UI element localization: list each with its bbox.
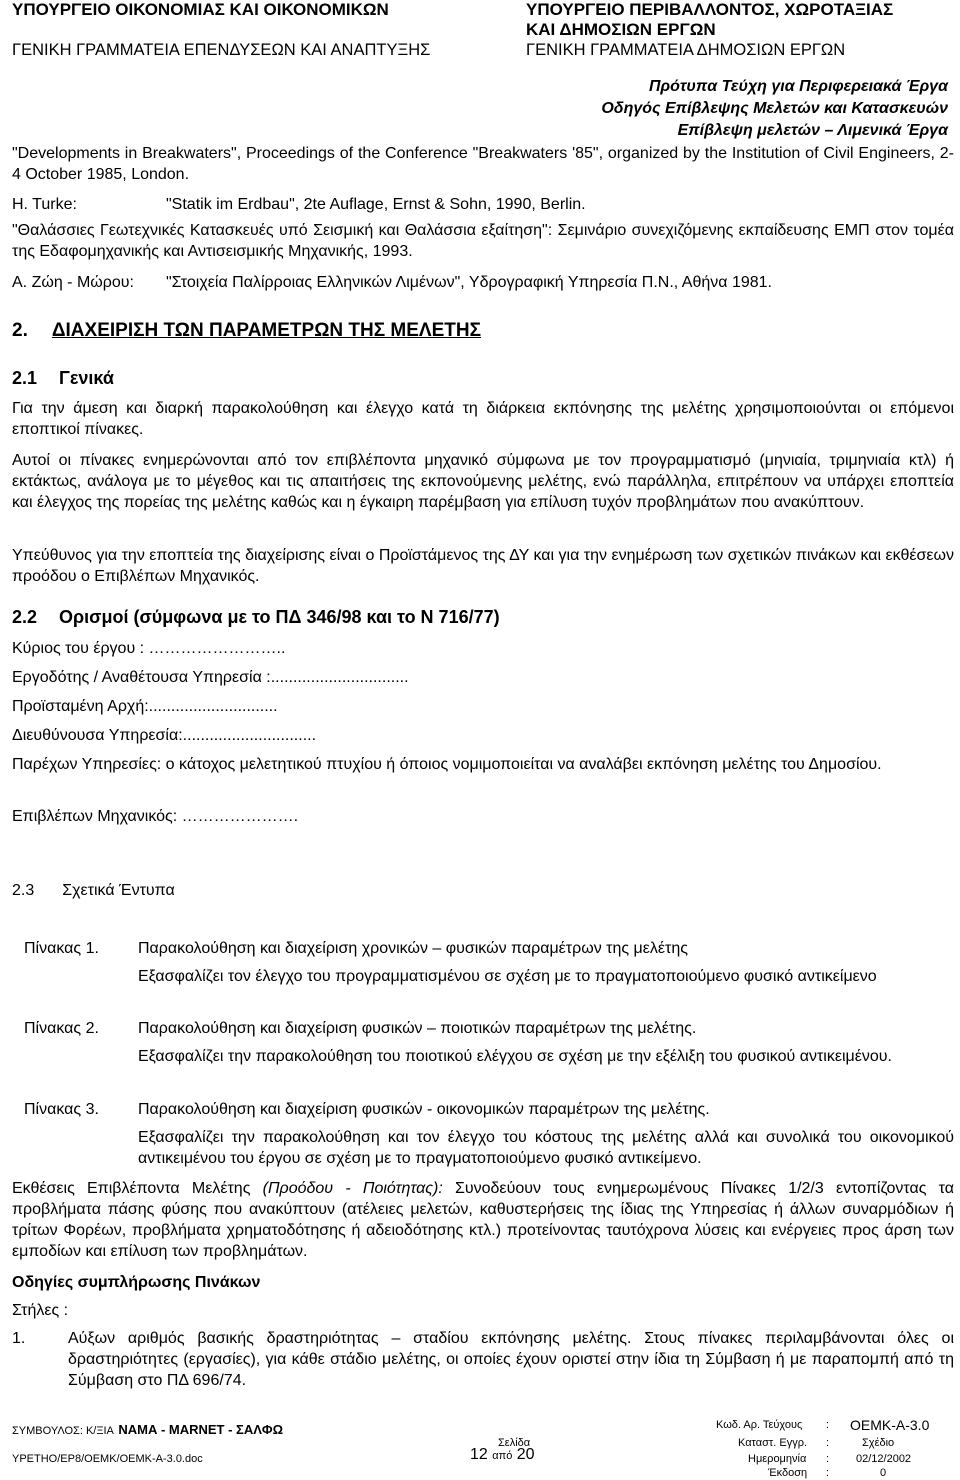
reference-4-author: Α. Ζώη - Μώρου: [12, 274, 134, 291]
footer-page-of: από [492, 1450, 513, 1462]
doc-title-line3: Επίβλεψη μελετών – Λιμενικά Έργα [677, 122, 948, 139]
definition-supervisor: Επιβλέπων Μηχανικός: …………………. [12, 808, 299, 825]
footer-edition-label: Έκδοση [768, 1467, 808, 1479]
section-2-1-paragraph-3: Υπεύθυνος για την εποπτεία της διαχείρισης είναι ο Προϊστάμενος της ΔΥ και για την ενημέρωση των σχετικών πινάκων και εκθέσεων προόδου ο Επιβλέπων Μηχανικός. [12, 547, 954, 585]
section-2-heading [12, 319, 481, 343]
definition-service-provider: Παρέχων Υπηρεσίες: ο κάτοχος μελετητικού πτυχίου ή όποιος νομιμοποιείται να αναλάβει εκπόνηση μελέτης του Δημοσίου. [12, 756, 882, 773]
section-2-1-paragraph-2: Αυτοί οι πίνακες ενημερώνονται από τον επιβλέποντα μηχανικό σύμφωνα με τον προγραμματισμό (μηνιαία, τριμηνιαία κτλ) ή εκτάκτως, ανάλογα με το μέγεθος και τις απαιτήσεις της εκπονούμενης μελέτης, ενώ παράλληλα, επιτρέπουν να υπάρχει εποπτεία και έλεγχος της πορείας της μελέτης καθώς και η έγκαιρη παρέμβαση για επίλυση τυχόν προβλημάτων που ανακύπτουν. [12, 452, 954, 511]
footer-code-label: Κωδ. Αρ. Τεύχους [716, 1419, 803, 1431]
footer-colon: : [826, 1467, 830, 1479]
section-2-2-title: Ορισμοί (σύμφωνα με το ΠΔ 346/98 και το Ν 716/77) [59, 607, 500, 627]
instructions-heading: Οδηγίες συμπλήρωσης Πινάκων [12, 1274, 261, 1291]
header-secretariat-left: ΓΕΝΙΚΗ ΓΡΑΜΜΑΤΕΙΑ ΕΠΕΝΔΥΣΕΩΝ ΚΑΙ ΑΝΑΠΤΥΞΗΣ [12, 41, 431, 59]
reference-2-title: "Statik im Erdbau", 2te Auflage, Ernst & Sohn, 1990, Berlin. [166, 196, 586, 213]
footer-edition-value: 0 [880, 1467, 887, 1479]
section-2-3-title: Σχετικά Έντυπα [62, 882, 175, 899]
table-3-title: Παρακολούθηση και διαχείριση φυσικών - οικονομικών παραμέτρων της μελέτης. [138, 1101, 710, 1118]
column-item-1-text: Αύξων αριθμός βασικής δραστηριότητας – σταδίου εκπόνησης μελέτης. Στους πίνακες περιλαμβάνονται όλες οι δραστηριότητες (εργασίες), για κάθε στάδιο μελέτης, οι οποίες έχουν οριστεί στην ίδια τη Σύμβαση ή με παραπομπή από τη Σύμβαση στο ΠΔ 696/74. [68, 1330, 954, 1389]
reports-intro: Εκθέσεις Επιβλέποντα Μελέτης [12, 1180, 263, 1197]
table-2-description: Εξασφαλίζει την παρακολούθηση του ποιοτικού ελέγχου σε σχέση με την εξέλιξη του φυσικού αντικειμένου. [138, 1048, 892, 1065]
header-secretariat-right: ΓΕΝΙΚΗ ΓΡΑΜΜΑΤΕΙΑ ΔΗΜΟΣΙΩΝ ΕΡΓΩΝ [526, 41, 846, 59]
section-2-number: 2. [12, 320, 28, 341]
reference-2-author: H. Turke: [12, 196, 77, 213]
footer-colon: : [826, 1419, 830, 1431]
reports-paragraph [12, 1178, 954, 1262]
section-2-3-number: 2.3 [12, 882, 35, 899]
definition-owner: Κύριος του έργου : …………………….. [12, 640, 286, 657]
footer-colon: : [826, 1453, 830, 1465]
doc-title-line2: Οδηγός Επίβλεψης Μελετών και Κατασκευών [601, 100, 948, 117]
reports-type: (Προόδου - Ποιότητας): [262, 1180, 443, 1197]
footer-file-name: ΥΡΕΤΗΟ/ΕΡ8/ΟΕΜΚ/ΟΕΜΚ-Α-3.0.doc [12, 1453, 203, 1465]
table-3-description: Εξασφαλίζει την παρακολούθηση και τον έλεγχο του κόστους της μελέτης αλλά και συνολικά του οικονομικού αντικειμένου του έργου σε σχέση με το πραγματοποιούμενο φυσικό αντικείμενο. [138, 1129, 954, 1167]
table-1-title: Παρακολούθηση και διαχείριση χρονικών – φυσικών παραμέτρων της μελέτης [138, 940, 688, 957]
reference-4 [12, 272, 772, 293]
section-2-3-heading [12, 880, 175, 901]
table-1-label: Πίνακας 1. [24, 940, 99, 957]
section-2-2-number: 2.2 [12, 607, 38, 627]
header-ministry-left: ΥΠΟΥΡΓΕΙΟ ΟΙΚΟΝΟΜΙΑΣ ΚΑΙ ΟΙΚΟΝΟΜΙΚΩΝ [12, 0, 389, 19]
reference-1: "Developments in Breakwaters", Proceedings of the Conference "Breakwaters '85", organized by the Institution of Civil Engineers, 2-4 October 1985, London. [12, 145, 954, 183]
footer-code-value: ΟΕΜΚ-Α-3.0 [850, 1417, 930, 1433]
table-2-label: Πίνακας 2. [24, 1020, 99, 1037]
definition-directing-service: Διευθύνουσα Υπηρεσία:.............................. [12, 727, 317, 744]
reference-4-title: "Στοιχεία Παλίρροιας Ελληνικών Λιμένων", Υδρογραφική Υπηρεσία Π.Ν., Αθήνα 1981. [166, 274, 772, 291]
footer-status-label: Καταστ. Εγγρ. [738, 1437, 808, 1449]
table-3-label: Πίνακας 3. [24, 1101, 99, 1118]
footer-consultant-label: ΣΥΜΒΟΥΛΟΣ: Κ/ΞΙΑ [12, 1425, 114, 1437]
section-2-1-paragraph-1: Για την άμεση και διαρκή παρακολούθηση και έλεγχο κατά τη διάρκεια εκπόνησης της μελέτης χρησιμοποιούνται οι επόμενοι εποπτικοί πίνακες. [12, 400, 954, 438]
footer-page-label: Σελίδα [498, 1437, 531, 1449]
section-2-1-title: Γενικά [59, 368, 114, 388]
table-1-description: Εξασφαλίζει τον έλεγχο του προγραμματισμένου σε σχέση με το πραγματοποιούμενο φυσικό αντικείμενο [138, 968, 877, 985]
footer-consultant [12, 1421, 283, 1439]
footer-date-label: Ημερομηνία [748, 1453, 807, 1465]
columns-label: Στήλες : [12, 1302, 69, 1319]
footer-consultant-name: ΝΑΜΑ - MARNET - ΣΑΛΦΩ [118, 1422, 284, 1437]
reports-body: Συνοδεύουν τους ενημερωμένους Πίνακες 1/2/3 εντοπίζοντας τα προβλήματα πάσης φύσης που ανακύπτουν (ατέλειες μελετών, καθυστερήσεις της ίδιας της Υπηρεσίας ή άλλων συναρμόδιων ή τρίτων Φορέων, προβλήματα χρηματοδότησης ή αδειοδότησης κτλ.) προτείνοντας ταυτόχρονα λύσεις και ενέργειες προς άρση των εμποδίων και επίλυση των προβλημάτων. [12, 1180, 954, 1260]
footer-colon: : [826, 1437, 830, 1449]
table-2-title: Παρακολούθηση και διαχείριση φυσικών – ποιοτικών παραμέτρων της μελέτης. [138, 1020, 697, 1037]
footer-status-value: Σχέδιο [862, 1437, 895, 1449]
definition-authority: Προϊσταμένη Αρχή:............................. [12, 698, 278, 715]
reference-3: "Θαλάσσιες Γεωτεχνικές Κατασκευές υπό Σεισμική και Θαλάσσια εξαίτηση": Σεμινάριο συνεχιζόμενης εκπαίδευσης ΕΜΠ στον τομέα της Εδαφομηχανικής και Αντισεισμικής Μηχανικής, 1993. [12, 222, 954, 260]
section-2-1-number: 2.1 [12, 368, 38, 388]
section-2-1-heading [12, 366, 114, 390]
reference-2 [12, 194, 586, 215]
definition-employer: Εργοδότης / Αναθέτουσα Υπηρεσία :............................... [12, 669, 409, 686]
footer-date-value: 02/12/2002 [856, 1453, 912, 1465]
doc-title-line1: Πρότυπα Τεύχη για Περιφερειακά Έργα [648, 78, 948, 95]
column-item-1-number: 1. [12, 1330, 26, 1347]
footer-page-current: 12 [470, 1446, 488, 1463]
header-ministry-right-line2: ΚΑΙ ΔΗΜΟΣΙΩΝ ΕΡΓΩΝ [526, 20, 716, 39]
header-ministry-right-line1: ΥΠΟΥΡΓΕΙΟ ΠΕΡΙΒΑΛΛΟΝΤΟΣ, ΧΩΡΟΤΑΞΙΑΣ [526, 0, 894, 19]
section-2-2-heading [12, 605, 500, 629]
footer-page-number [470, 1446, 535, 1464]
footer-page-total: 20 [516, 1446, 535, 1463]
section-2-title: ΔΙΑΧΕΙΡΙΣΗ ΤΩΝ ΠΑΡΑΜΕΤΡΩΝ ΤΗΣ ΜΕΛΕΤΗΣ [51, 320, 482, 341]
